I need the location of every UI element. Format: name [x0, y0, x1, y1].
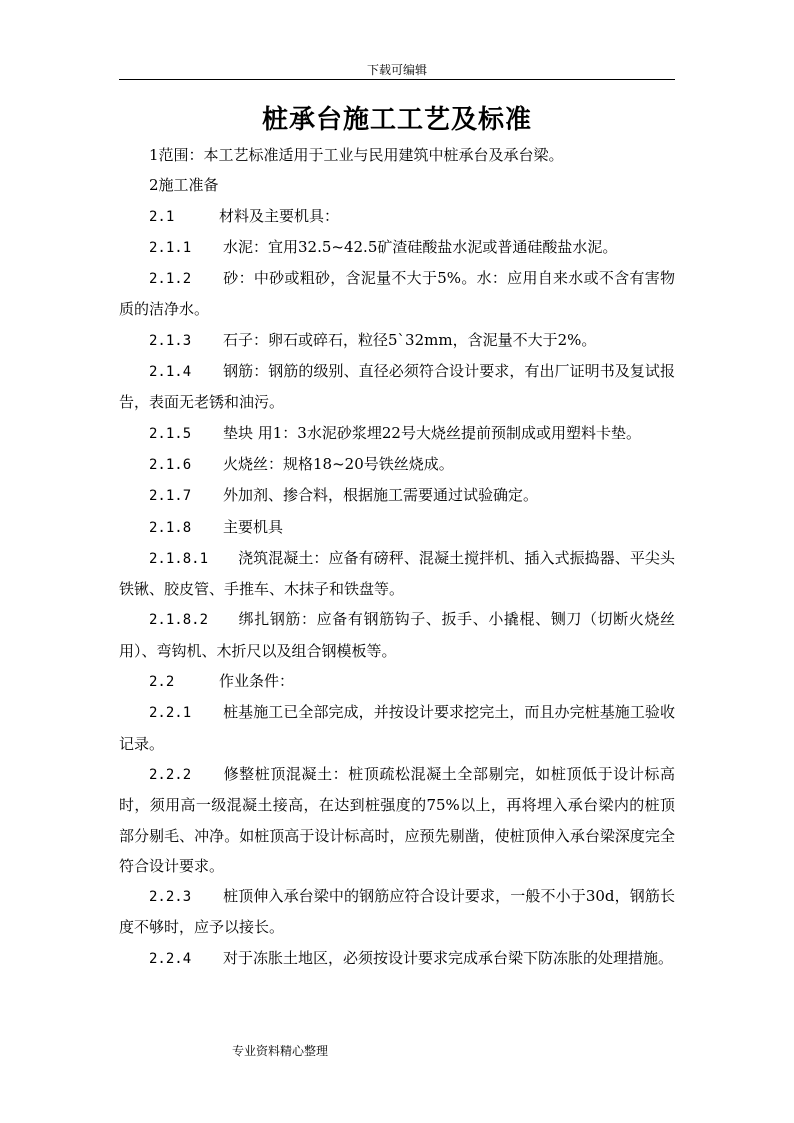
section-number: 2.1.8.1: [149, 550, 209, 567]
paragraph-2-1-4: 2.1.4 钢筋：钢筋的级别、直径必须符合设计要求，有出厂证明书及复试报告，表面无老锈和油污。: [119, 356, 675, 418]
paragraph-2-1-8-2: 2.1.8.2 绑扎钢筋：应备有钢筋钩子、扳手、小撬棍、铡刀（切断火烧丝用）、弯钩机、木折尺以及组合钢模板等。: [119, 604, 675, 666]
section-number: 2.1.4: [149, 364, 192, 381]
section-number: 2.1.8: [149, 519, 192, 536]
section-number: 2.1.7: [149, 488, 192, 505]
paragraph-2-2: 2.2 作业条件：: [119, 666, 675, 697]
section-number: 2.2.3: [149, 889, 192, 906]
page-footer: 专业资料精心整理: [232, 1044, 329, 1058]
paragraph-scope: 1范围：本工艺标准适用于工业与民用建筑中桩承台及承台梁。: [149, 146, 564, 164]
paragraph-2-1-2: 2.1.2 砂：中砂或粗砂，含泥量不大于5%。水：应用自来水或不含有害物质的洁净水。: [119, 263, 675, 325]
section-number: 2.1.6: [149, 456, 192, 473]
paragraph-2-1-1: 2.1.1 水泥：宜用32.5~42.5矿渣硅酸盐水泥或普通硅酸盐水泥。: [119, 232, 675, 263]
section-number: 2.2.1: [149, 705, 192, 722]
section-number: 2.1.5: [149, 425, 192, 442]
section-number: 2.1.8.2: [149, 612, 209, 629]
paragraph-2-1-3: 2.1.3 石子：卵石或碎石，粒径5`32mm，含泥量不大于2%。: [119, 325, 675, 356]
paragraph-2-2-3: 2.2.3 桩顶伸入承台梁中的钢筋应符合设计要求，一般不小于30d，钢筋长度不够时，应予以接长。: [119, 881, 675, 943]
paragraph-2-2-1: 2.2.1 桩基施工已全部完成，并按设计要求挖完土，而且办完桩基施工验收记录。: [119, 697, 675, 759]
paragraph-2-2-4: 2.2.4 对于冻胀土地区，必须按设计要求完成承台梁下防冻胀的处理措施。: [119, 943, 675, 974]
paragraph-2-1-7: 2.1.7 外加剂、掺合料，根据施工需要通过试验确定。: [119, 480, 675, 511]
paragraph-2-1-8: 2.1.8 主要机具: [119, 512, 675, 543]
section-number: 2.1.2: [149, 271, 192, 288]
paragraph-preparation: 2施工准备: [149, 176, 219, 195]
section-number: 2.2: [149, 674, 175, 691]
document-title: 桩承台施工工艺及标准: [261, 105, 532, 135]
section-number: 2.1.1: [149, 239, 192, 256]
paragraph-2-1: 2.1 材料及主要机具：: [119, 201, 675, 232]
document-body: [119, 140, 675, 974]
paragraph-2-1-5: 2.1.5 垫块 用1：3水泥砂浆埋22号大烧丝提前预制成或用塑料卡垫。: [119, 418, 675, 449]
page-header: 下载可编辑: [366, 63, 427, 77]
paragraph-2-1-6: 2.1.6 火烧丝：规格18~20号铁丝烧成。: [119, 449, 675, 480]
section-number: 2.2.2: [149, 766, 192, 783]
paragraph-2-2-2: 2.2.2 修整桩顶混凝土：桩顶疏松混凝土全部剔完，如桩顶低于设计标高时，须用高一级混凝土接高，在达到桩强度的75%以上，再将埋入承台梁内的桩顶部分剔毛、冲净。如桩顶高于设计标高时，应预先剔凿，使桩顶伸入承台梁深度完全符合设计要求。: [119, 759, 675, 881]
section-number: 2.1: [149, 208, 175, 225]
paragraph-2-1-8-1: 2.1.8.1 浇筑混凝土：应备有磅秤、混凝土搅拌机、插入式振捣器、平尖头铁锹、胶皮管、手推车、木抹子和铁盘等。: [119, 543, 675, 605]
section-number: 2.2.4: [149, 950, 192, 967]
section-number: 2.1.3: [149, 332, 192, 349]
header-divider: [119, 79, 675, 80]
